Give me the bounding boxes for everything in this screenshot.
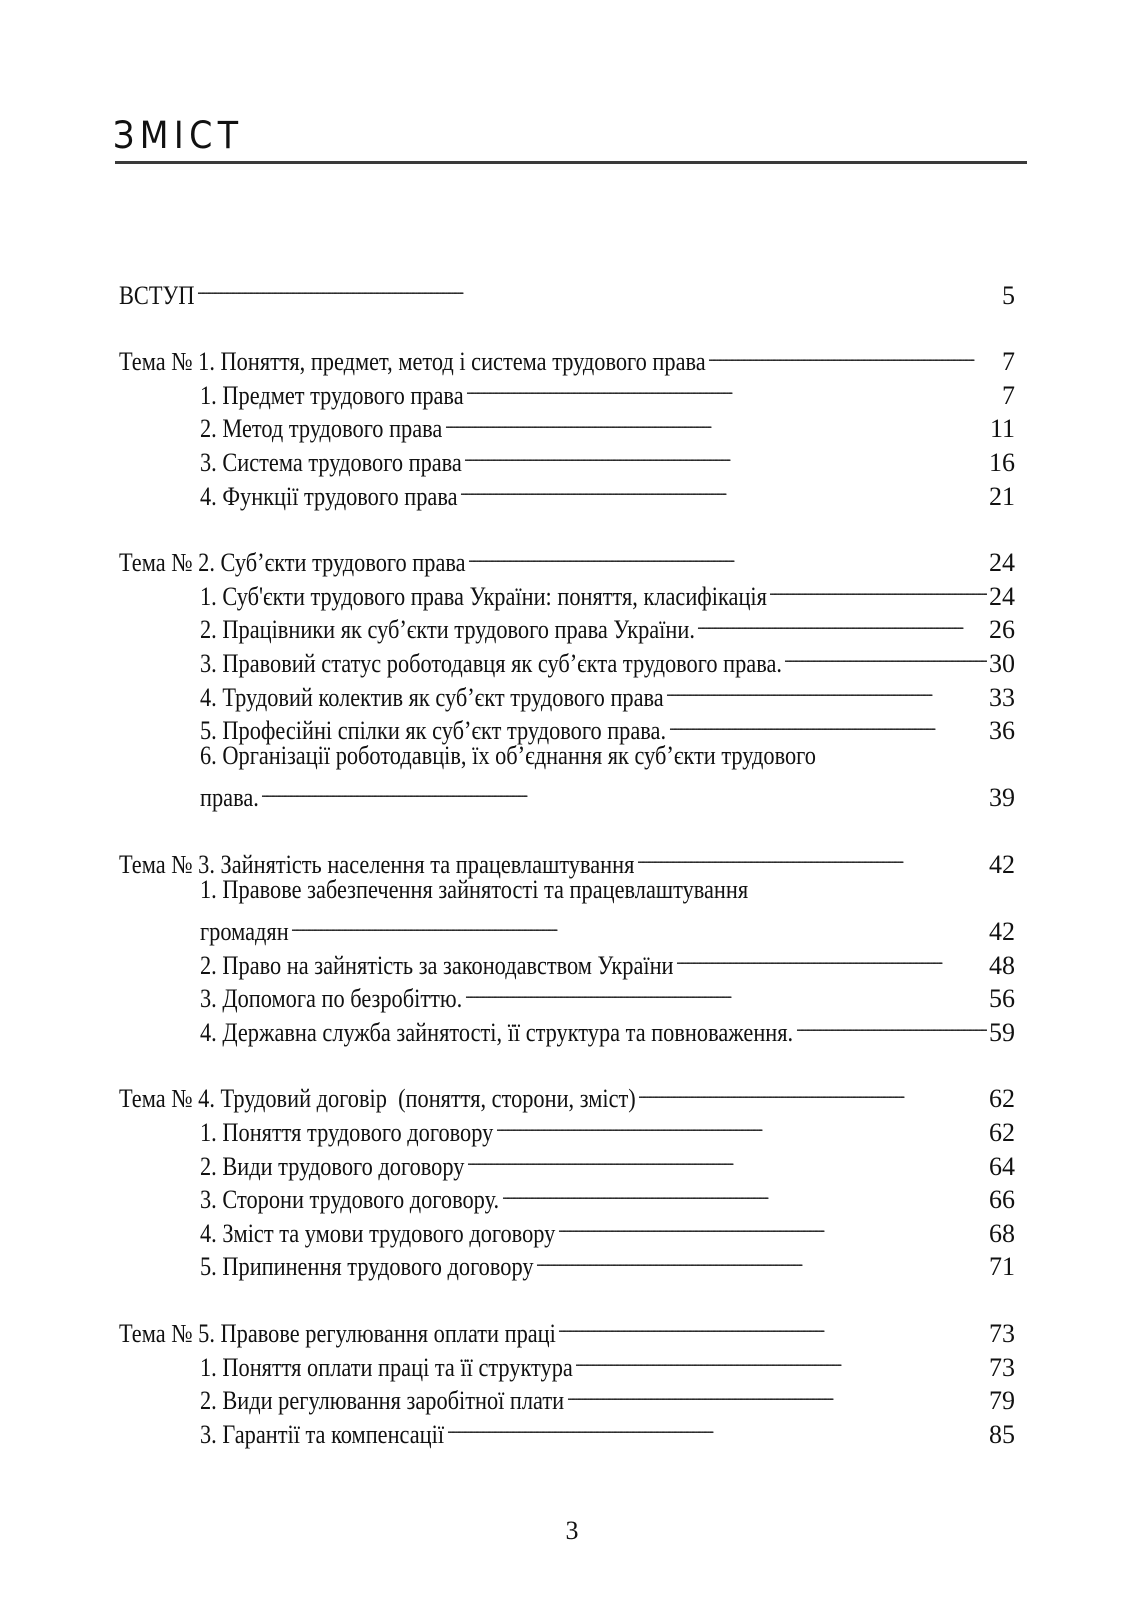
toc-entry-title: ВСТУП — [119, 280, 195, 310]
dot-leader — [575, 1342, 987, 1376]
toc-item-title: 5. Професійні спілки як суб’єкт трудового права. — [200, 716, 667, 746]
toc-item-title: 1. Предмет трудового права — [200, 380, 464, 410]
toc-item[interactable] — [119, 471, 1015, 511]
toc-page-number: 36 — [989, 716, 1015, 746]
toc-topic-4[interactable] — [119, 1074, 1015, 1114]
toc-page-number: 64 — [989, 1151, 1015, 1181]
dot-leader — [558, 1308, 987, 1342]
toc-item[interactable] — [119, 404, 1015, 444]
toc-item-title: 2. Метод трудового права — [200, 414, 443, 444]
toc-item[interactable] — [119, 974, 1015, 1014]
toc-page-number: 24 — [989, 548, 1015, 578]
toc-item-title: 3. Сторони трудового договору. — [200, 1185, 500, 1215]
toc-item[interactable] — [119, 571, 1015, 611]
toc-page-number: 26 — [989, 615, 1015, 645]
toc-item[interactable] — [119, 706, 1015, 746]
dot-leader — [466, 370, 1000, 404]
dot-leader — [567, 1376, 987, 1410]
toc-item-title: 2. Види регулювання заробітної плати — [200, 1386, 565, 1416]
toc-item[interactable] — [119, 1342, 1015, 1382]
table-of-contents — [119, 270, 1015, 1449]
dot-leader — [197, 270, 1000, 304]
toc-item-title: 3. Гарантії та компенсації — [200, 1419, 445, 1449]
toc-page-number: 16 — [989, 447, 1015, 477]
toc-item-title: 4. Трудовий колектив як суб’єкт трудового права — [200, 682, 664, 712]
dot-leader — [558, 1208, 987, 1242]
toc-page-number: 39 — [989, 783, 1015, 813]
toc-item-title: 1. Суб'єкти трудового права України: поняття, класифікація — [200, 581, 767, 611]
toc-page-number: 30 — [989, 648, 1015, 678]
dot-leader — [447, 1409, 987, 1443]
dot-leader — [468, 538, 987, 572]
dot-leader — [536, 1242, 987, 1276]
page-number: 3 — [565, 1516, 579, 1545]
toc-page-number: 73 — [989, 1319, 1015, 1349]
toc-item-title: 3. Правовий статус роботодавця як суб’єкта трудового права. — [200, 648, 782, 678]
toc-item-title: 4. Зміст та умови трудового договору — [200, 1218, 556, 1248]
toc-item[interactable] — [119, 605, 1015, 645]
toc-page-number: 42 — [989, 849, 1015, 879]
toc-page-number: 68 — [989, 1218, 1015, 1248]
toc-item[interactable] — [119, 638, 1015, 678]
dot-leader — [467, 1141, 987, 1175]
toc-item-title: 4. Державна служба зайнятості, її структура та повноваження. — [200, 1017, 794, 1047]
toc-topic-3[interactable] — [119, 839, 1015, 879]
toc-item-title: 6. Організації роботодавців, їх об’єднання як суб’єкти трудового — [200, 741, 816, 771]
toc-page-number: 71 — [989, 1252, 1015, 1282]
toc-page-number: 85 — [989, 1419, 1015, 1449]
toc-page-number: 24 — [989, 581, 1015, 611]
dot-leader — [676, 940, 987, 974]
toc-topic-title: Тема № 1. Поняття, предмет, метод і система трудового права — [119, 347, 706, 377]
dot-leader — [291, 907, 987, 941]
toc-item[interactable] — [119, 1242, 1015, 1282]
toc-page-number: 79 — [989, 1386, 1015, 1416]
toc-topic-5[interactable] — [119, 1308, 1015, 1349]
toc-topic-title: Тема № 4. Трудовий договір (поняття, сторони, зміст) — [119, 1084, 636, 1114]
toc-item-continuation[interactable] — [119, 773, 1015, 813]
toc-item[interactable] — [119, 370, 1015, 410]
toc-page-number: 62 — [989, 1118, 1015, 1148]
toc-item[interactable] — [119, 1409, 1015, 1449]
toc-item[interactable] — [119, 1107, 1015, 1148]
dot-leader — [637, 839, 987, 873]
dot-leader — [464, 437, 987, 471]
toc-page-number: 56 — [989, 984, 1015, 1014]
toc-topic-title: Тема № 5. Правове регулювання оплати праці — [119, 1319, 556, 1349]
dot-leader — [445, 404, 988, 438]
toc-item-title: 4. Функції трудового права — [200, 481, 458, 511]
toc-page-number: 7 — [1002, 347, 1015, 377]
toc-item-title: 2. Види трудового договору — [200, 1151, 465, 1181]
toc-page-number: 21 — [989, 481, 1015, 511]
toc-item[interactable] — [119, 1376, 1015, 1416]
dot-leader — [638, 1074, 987, 1108]
toc-topic-title: Тема № 3. Зайнятість населення та працевлаштування — [119, 849, 635, 879]
toc-item[interactable] — [119, 1208, 1015, 1248]
dot-leader — [496, 1107, 987, 1141]
toc-item-title: 1. Правове забезпечення зайнятості та працевлаштування — [200, 874, 749, 904]
toc-item-title: 2. Право на зайнятість за законодавством України — [200, 950, 674, 980]
toc-page-number: 66 — [989, 1185, 1015, 1215]
toc-topic-1[interactable] — [119, 337, 1015, 377]
dot-leader — [708, 337, 1000, 371]
toc-item-title: 3. Система трудового права — [200, 447, 462, 477]
toc-item-title-cont: громадян — [200, 917, 289, 947]
dot-leader — [502, 1175, 987, 1209]
dot-leader — [769, 571, 987, 605]
toc-page-number: 62 — [989, 1084, 1015, 1114]
dot-leader — [796, 1007, 987, 1041]
toc-page-number: 7 — [1002, 380, 1015, 410]
toc-page-number: 11 — [989, 414, 1015, 444]
toc-page-number: 59 — [989, 1017, 1015, 1047]
toc-item-title: 1. Поняття оплати праці та її структура — [200, 1352, 573, 1382]
toc-item-title-cont: права. — [200, 783, 259, 813]
toc-page-number: 48 — [989, 950, 1015, 980]
toc-topic-title: Тема № 2. Суб’єкти трудового права — [119, 548, 466, 578]
toc-page-number: 5 — [1002, 280, 1015, 310]
toc-item[interactable] — [119, 1141, 1015, 1181]
toc-item[interactable] — [119, 739, 1015, 773]
toc-item[interactable] — [119, 437, 1015, 477]
title-underline — [115, 161, 1027, 164]
toc-item[interactable] — [119, 1175, 1015, 1215]
dot-leader — [465, 974, 987, 1008]
toc-item[interactable] — [119, 672, 1015, 712]
toc-item-title: 5. Припинення трудового договору — [200, 1252, 534, 1282]
toc-item-title: 2. Працівники як суб’єкти трудового права України. — [200, 615, 695, 645]
toc-page-number: 33 — [989, 682, 1015, 712]
toc-page-number: 73 — [989, 1352, 1015, 1382]
dot-leader — [261, 773, 987, 807]
toc-entry-intro[interactable] — [119, 270, 1015, 310]
dot-leader — [784, 638, 987, 672]
dot-leader — [697, 605, 987, 639]
toc-item[interactable] — [119, 1007, 1015, 1047]
toc-item-title: 3. Допомога по безробіттю. — [200, 984, 463, 1014]
dot-leader — [669, 706, 987, 740]
toc-item[interactable] — [119, 940, 1015, 980]
page-title: ЗМІСТ — [113, 114, 244, 157]
toc-item-title: 1. Поняття трудового договору — [200, 1118, 494, 1148]
toc-page-number: 42 — [989, 917, 1015, 947]
dot-leader — [666, 672, 987, 706]
toc-item[interactable] — [119, 873, 1015, 907]
toc-item-continuation[interactable] — [119, 907, 1015, 947]
toc-topic-2[interactable] — [119, 538, 1015, 578]
dot-leader — [460, 471, 987, 505]
